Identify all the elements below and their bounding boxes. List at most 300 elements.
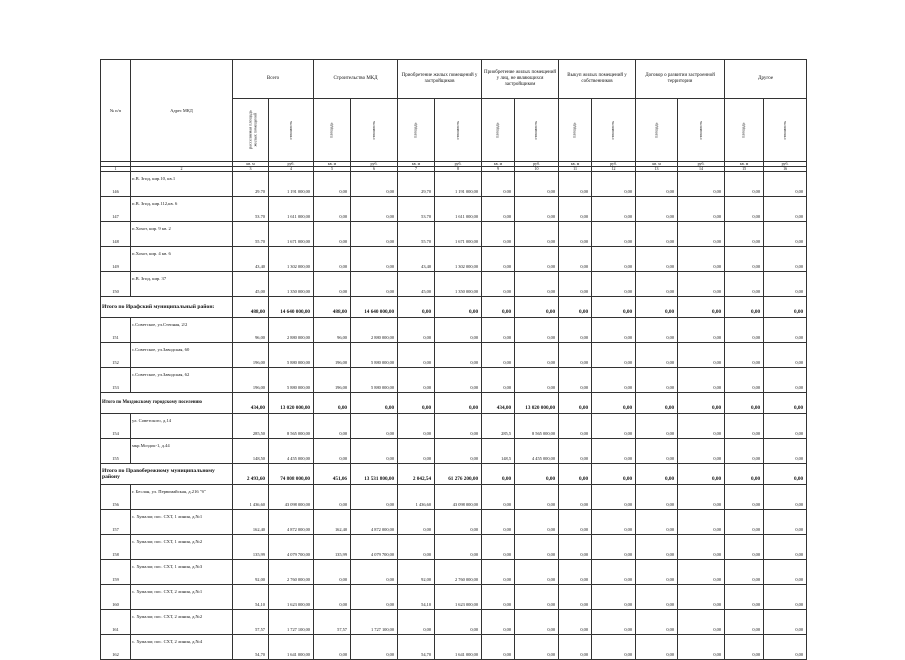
value-cell: 0,00 [725, 414, 764, 439]
value-cell: 29.70 [233, 172, 269, 197]
value-cell: 0,00 [764, 368, 807, 393]
value-cell: 196,00 [233, 368, 269, 393]
row-address: с. Хумалаг, пос. СХТ, 1 линия, д.№1 [131, 510, 233, 535]
header-group: Договор о развитии застроенной территории [636, 60, 725, 99]
table-body [101, 172, 807, 660]
value-cell: 4 872 000,00 [351, 510, 398, 535]
value-cell: 0,00 [398, 368, 435, 393]
value-cell: 0,00 [764, 172, 807, 197]
value-cell: 0,00 [678, 272, 725, 297]
value-cell: 0,00 [725, 585, 764, 610]
header-sub-text: стоимость [287, 121, 293, 140]
header-sub-label [636, 99, 678, 162]
value-cell: 0,00 [764, 464, 807, 485]
value-cell: 0,00 [678, 464, 725, 485]
value-cell: 0,00 [482, 318, 515, 343]
table-row [101, 197, 807, 222]
value-cell: 1 671 000,00 [269, 222, 314, 247]
row-number: 160 [101, 585, 131, 610]
value-cell: 1 350 000,00 [435, 272, 482, 297]
value-cell: 0,00 [636, 222, 678, 247]
value-cell: 0,00 [559, 343, 592, 368]
value-cell: 0,00 [725, 393, 764, 414]
value-cell: 13 531 800,00 [351, 464, 398, 485]
value-cell: 0,00 [592, 318, 636, 343]
value-cell: 0,00 [351, 439, 398, 464]
table-row [101, 535, 807, 560]
value-cell: 14 640 000,00 [351, 297, 398, 318]
value-cell: 0,00 [314, 439, 351, 464]
value-cell: 0,00 [559, 247, 592, 272]
unit-cell: руб. [435, 162, 482, 167]
value-cell: 0,00 [398, 318, 435, 343]
value-cell: 0,00 [764, 560, 807, 585]
value-cell: 0,00 [435, 610, 482, 635]
value-cell: 1 191 000,00 [435, 172, 482, 197]
value-cell: 0,00 [314, 272, 351, 297]
value-cell: 0,00 [435, 343, 482, 368]
value-cell: 0,00 [398, 439, 435, 464]
row-number: 149 [101, 247, 131, 272]
value-cell: 57,57 [314, 610, 351, 635]
value-cell: 0,00 [678, 535, 725, 560]
value-cell: 8 565 000,00 [515, 414, 559, 439]
column-number: 2 [131, 167, 233, 172]
value-cell: 0,00 [725, 172, 764, 197]
value-cell: 0,00 [678, 610, 725, 635]
unit-cell: кв. м [314, 162, 351, 167]
value-cell: 0,00 [398, 414, 435, 439]
value-cell: 0,00 [559, 297, 592, 318]
row-address: п.В. Згид, кир.10, кв.1 [131, 172, 233, 197]
value-cell: 0.00 [482, 172, 515, 197]
value-cell: 0,00 [515, 535, 559, 560]
value-cell: 0,00 [559, 414, 592, 439]
column-number: 11 [559, 167, 592, 172]
value-cell: 0,00 [678, 297, 725, 318]
value-cell: 0,00 [351, 393, 398, 414]
value-cell: 0,00 [559, 635, 592, 660]
table-row [101, 439, 807, 464]
row-address: п.В. Згид, кир. 37 [131, 272, 233, 297]
value-cell: 0,00 [636, 393, 678, 414]
value-cell: 0,00 [725, 439, 764, 464]
column-number: 7 [398, 167, 435, 172]
value-cell: 434,00 [482, 393, 515, 414]
value-cell: 13 020 000,00 [515, 393, 559, 414]
value-cell: 0,00 [314, 414, 351, 439]
value-cell: 1 727 100,00 [351, 610, 398, 635]
value-cell: 5 880 000,00 [351, 368, 398, 393]
row-address: п.Хохот, кир. 9 кв. 2 [131, 222, 233, 247]
value-cell: 2 042,54 [398, 464, 435, 485]
value-cell: 0,00 [678, 368, 725, 393]
value-cell: 8 565 000,00 [269, 414, 314, 439]
value-cell: 0,00 [398, 510, 435, 535]
table-row [101, 172, 807, 197]
value-cell: 0,00 [764, 197, 807, 222]
value-cell: 0,00 [678, 585, 725, 610]
value-cell: 0,00 [482, 197, 515, 222]
value-cell: 148,5 [482, 439, 515, 464]
row-address: ул. Советского, д.14 [131, 414, 233, 439]
value-cell: 0,00 [592, 464, 636, 485]
row-number: 159 [101, 560, 131, 585]
value-cell: 0,00 [398, 535, 435, 560]
value-cell: 0,00 [351, 560, 398, 585]
value-cell: 0,00 [636, 247, 678, 272]
value-cell: 0,00 [559, 197, 592, 222]
header-sub-label [678, 99, 725, 162]
value-cell: 43 098 000,00 [269, 485, 314, 510]
value-cell: 45,00 [398, 272, 435, 297]
value-cell: 0,00 [398, 343, 435, 368]
value-cell: 43,40 [233, 247, 269, 272]
value-cell: 0,00 [559, 485, 592, 510]
value-cell: 0,00 [482, 272, 515, 297]
unit-cell: кв. м [636, 162, 678, 167]
value-cell: 488,00 [233, 297, 269, 318]
value-cell: 0,00 [592, 172, 636, 197]
table-row [101, 343, 807, 368]
value-cell: 0,00 [351, 222, 398, 247]
header-address: Адрес МКД [131, 60, 233, 162]
value-cell: 0,00 [592, 272, 636, 297]
value-cell: 0,00 [435, 535, 482, 560]
value-cell: 0,00 [351, 585, 398, 610]
value-cell: 0,00 [559, 439, 592, 464]
value-cell: 0,00 [435, 393, 482, 414]
value-cell: 434,00 [233, 393, 269, 414]
value-cell: 0,00 [725, 635, 764, 660]
unit-cell: кв. м [233, 162, 269, 167]
value-cell: 0,00 [764, 318, 807, 343]
value-cell: 4 079 700,00 [269, 535, 314, 560]
header-sub-text: стоимость [610, 121, 616, 140]
value-cell: 0,00 [515, 464, 559, 485]
header-group: Выкуп жилых помещений у собственников [559, 60, 636, 99]
value-cell: 0,00 [559, 368, 592, 393]
value-cell: 0,00 [764, 610, 807, 635]
value-cell: 0,00 [515, 318, 559, 343]
value-cell: 0,00 [725, 197, 764, 222]
value-cell: 0,00 [314, 172, 351, 197]
subtotal-row [101, 297, 807, 318]
value-cell: 1 623 000,00 [269, 585, 314, 610]
value-cell: 0,00 [559, 172, 592, 197]
unit-cell: руб. [269, 162, 314, 167]
value-cell: 0,00 [314, 635, 351, 660]
value-cell: 0,00 [764, 414, 807, 439]
unit-cell: кв. м [482, 162, 515, 167]
value-cell: 0,00 [636, 510, 678, 535]
value-cell: 5 880 000,00 [269, 368, 314, 393]
value-cell: 0,00 [636, 368, 678, 393]
value-cell: 0,00 [515, 560, 559, 585]
header-sub-label [764, 99, 807, 162]
value-cell: 54,70 [398, 635, 435, 660]
value-cell: 0,00 [482, 535, 515, 560]
table-row [101, 318, 807, 343]
column-number: 3 [233, 167, 269, 172]
value-cell: 0,00 [678, 318, 725, 343]
value-cell: 0,00 [515, 247, 559, 272]
value-cell: 0,00 [678, 439, 725, 464]
header-sub-text: площадь [740, 122, 746, 139]
value-cell: 0,00 [764, 247, 807, 272]
value-cell: 0,00 [636, 272, 678, 297]
value-cell: 0,00 [482, 560, 515, 585]
value-cell: 0,00 [314, 393, 351, 414]
value-cell: 0,00 [435, 414, 482, 439]
value-cell: 0,00 [592, 635, 636, 660]
table-row [101, 585, 807, 610]
value-cell: 0,00 [559, 585, 592, 610]
value-cell: 4 079 700,00 [351, 535, 398, 560]
header-sub-text: стоимость [454, 121, 460, 140]
value-cell: 1 671 000,00 [435, 222, 482, 247]
row-address: мкр.Моздок-1, д.44 [131, 439, 233, 464]
value-cell: 14 640 000,00 [269, 297, 314, 318]
value-cell: 0,00 [592, 510, 636, 535]
value-cell: 1 641 000,00 [435, 635, 482, 660]
value-cell: 0,00 [559, 222, 592, 247]
row-number: 151 [101, 318, 131, 343]
value-cell: 1 611 000,00 [269, 197, 314, 222]
value-cell: 0,00 [482, 343, 515, 368]
header-group: Приобретение жилых помещений у лиц, не являющихся застройщиком [482, 60, 559, 99]
header-sub-label [233, 99, 269, 162]
header-group-row [101, 60, 807, 99]
subtotal-label: Итого по Правобережному муниципальному району [101, 464, 233, 485]
value-cell: 1 641 000,00 [269, 635, 314, 660]
value-cell: 4 455 000,00 [515, 439, 559, 464]
value-cell: 54,70 [233, 635, 269, 660]
value-cell: 2 760 000,00 [269, 560, 314, 585]
value-cell: 0,00 [559, 560, 592, 585]
value-cell: 0,00 [435, 368, 482, 393]
value-cell: 96,00 [314, 318, 351, 343]
value-cell: 135,99 [314, 535, 351, 560]
value-cell: 0,00 [725, 368, 764, 393]
row-address: п.В. Згид, кир.112,кв. 6 [131, 197, 233, 222]
value-cell: 54,10 [398, 585, 435, 610]
value-cell: 0,00 [636, 535, 678, 560]
unit-cell: руб. [678, 162, 725, 167]
value-cell: 0,00 [515, 610, 559, 635]
value-cell: 0,00 [351, 485, 398, 510]
table-row [101, 272, 807, 297]
table-row [101, 610, 807, 635]
resettlement-table [100, 59, 807, 660]
value-cell: 29,70 [398, 172, 435, 197]
row-number: 155 [101, 439, 131, 464]
value-cell: 0,00 [398, 610, 435, 635]
value-cell: 0,00 [351, 197, 398, 222]
column-number: 9 [482, 167, 515, 172]
column-number: 6 [351, 167, 398, 172]
row-number: 152 [101, 343, 131, 368]
value-cell: 196,00 [314, 343, 351, 368]
value-cell: 0,00 [351, 635, 398, 660]
value-cell: 0,00 [636, 172, 678, 197]
value-cell: 53.70 [398, 197, 435, 222]
column-number: 13 [636, 167, 678, 172]
value-cell: 96,00 [233, 318, 269, 343]
value-cell: 0,00 [725, 485, 764, 510]
value-cell: 0,00 [636, 439, 678, 464]
column-number: 14 [678, 167, 725, 172]
value-cell: 0,00 [592, 197, 636, 222]
value-cell: 0,00 [435, 510, 482, 535]
value-cell: 0,00 [482, 510, 515, 535]
value-cell: 1 302 000,00 [269, 247, 314, 272]
column-number: 4 [269, 167, 314, 172]
header-sub-text: стоимость [781, 121, 787, 140]
value-cell: 0,00 [482, 222, 515, 247]
subtotal-label: Итого по Ирафский муниципальный район: [101, 297, 233, 318]
value-cell: 0,00 [559, 393, 592, 414]
table-row [101, 247, 807, 272]
value-cell: 0,00 [482, 464, 515, 485]
value-cell: 135,99 [233, 535, 269, 560]
value-cell: 2 760 000,00 [435, 560, 482, 585]
subtotal-label: Итого по Моздокскому городскому поселению [101, 393, 233, 414]
value-cell: 0,00 [636, 297, 678, 318]
value-cell: 0,00 [725, 610, 764, 635]
unit-cell: кв. м [725, 162, 764, 167]
value-cell: 148,50 [233, 439, 269, 464]
value-cell: 0,00 [764, 439, 807, 464]
row-number: 156 [101, 485, 131, 510]
value-cell: 1 350 000,00 [269, 272, 314, 297]
value-cell: 451,06 [314, 464, 351, 485]
value-cell: 1 727 100,00 [269, 610, 314, 635]
table-row [101, 560, 807, 585]
value-cell: 0,00 [725, 464, 764, 485]
table-row [101, 510, 807, 535]
column-number: 8 [435, 167, 482, 172]
value-cell: 0,00 [592, 585, 636, 610]
value-cell: 0,00 [764, 393, 807, 414]
row-number: 154 [101, 414, 131, 439]
value-cell: 0,00 [636, 585, 678, 610]
unit-cell: руб. [351, 162, 398, 167]
row-address: с.Советское, ул.Степная, 2/2 [131, 318, 233, 343]
value-cell: 0,00 [515, 272, 559, 297]
row-number: 148 [101, 222, 131, 247]
value-cell: 0,00 [678, 197, 725, 222]
header-sub-text: стоимость [697, 121, 703, 140]
value-cell: 0,00 [592, 393, 636, 414]
value-cell: 13 020 000,00 [269, 393, 314, 414]
value-cell: 0,00 [592, 247, 636, 272]
value-cell: 0,00 [482, 585, 515, 610]
value-cell: 92,00 [398, 560, 435, 585]
value-cell: 196,00 [233, 343, 269, 368]
value-cell: 0,00 [559, 464, 592, 485]
column-number: 10 [515, 167, 559, 172]
table-row [101, 222, 807, 247]
value-cell: 0,00 [482, 635, 515, 660]
unit-cell: кв. м [559, 162, 592, 167]
value-cell: 0,00 [482, 610, 515, 635]
header-sub-text: стоимость [533, 121, 539, 140]
row-address: г. Беслан, ул. Первомайская, д.216 "б" [131, 485, 233, 510]
header-group: Всего [233, 60, 314, 99]
value-cell: 0,00 [435, 318, 482, 343]
value-cell: 5 880 000,00 [351, 343, 398, 368]
value-cell: 0,00 [314, 222, 351, 247]
row-address: с. Хумалаг, пос. СХТ, 2 линия, д.№1 [131, 585, 233, 610]
value-cell: 285,5 [482, 414, 515, 439]
row-number: 150 [101, 272, 131, 297]
value-cell: 0,00 [559, 272, 592, 297]
header-group: Приобретение жилых помещений у застройщиков [398, 60, 482, 99]
value-cell: 92,00 [233, 560, 269, 585]
value-cell: 0,00 [678, 510, 725, 535]
value-cell: 0,00 [678, 485, 725, 510]
value-cell: 0,00 [636, 560, 678, 585]
header-sub-label [351, 99, 398, 162]
value-cell: 0,00 [351, 414, 398, 439]
row-number: 158 [101, 535, 131, 560]
header-sub-label [398, 99, 435, 162]
value-cell: 0,00 [764, 272, 807, 297]
value-cell: 0,00 [515, 343, 559, 368]
value-cell: 55.70 [233, 222, 269, 247]
value-cell: 0,00 [592, 485, 636, 510]
column-number: 16 [764, 167, 807, 172]
value-cell: 0,00 [351, 247, 398, 272]
value-cell: 0,00 [592, 535, 636, 560]
value-cell: 0,00 [678, 560, 725, 585]
header-sub-label [559, 99, 592, 162]
value-cell: 61 276 200,00 [435, 464, 482, 485]
header-sub-text: площадь [653, 122, 659, 139]
value-cell: 0,00 [559, 510, 592, 535]
value-cell: 0,00 [636, 197, 678, 222]
value-cell: 0,00 [592, 560, 636, 585]
value-cell: 0,00 [678, 343, 725, 368]
value-cell: 0,00 [482, 485, 515, 510]
value-cell: 0,00 [764, 485, 807, 510]
value-cell: 0,00 [725, 343, 764, 368]
value-cell: 0,00 [515, 485, 559, 510]
table-row [101, 368, 807, 393]
header-group: Другое [725, 60, 807, 99]
value-cell: 0,00 [725, 560, 764, 585]
row-number: 162 [101, 635, 131, 660]
header-group: Строительство МКД [314, 60, 398, 99]
unit-cell: руб. [592, 162, 636, 167]
header-sub-label [725, 99, 764, 162]
value-cell: 43,40 [398, 247, 435, 272]
table-row [101, 635, 807, 660]
value-cell: 2 880 000,00 [269, 318, 314, 343]
value-cell: 0,00 [314, 585, 351, 610]
value-cell: 0,00 [592, 368, 636, 393]
value-cell: 0,00 [636, 635, 678, 660]
value-cell: 0,00 [592, 414, 636, 439]
value-cell: 4 455 000,00 [269, 439, 314, 464]
header-sub-text: расселяемая площадь жилых помещений [247, 110, 257, 150]
value-cell: 0,00 [636, 485, 678, 510]
row-address: с. Хумалаг, пос. СХТ, 1 линия, д.№3 [131, 560, 233, 585]
value-cell: 0,00 [764, 635, 807, 660]
row-number: 146 [101, 172, 131, 197]
value-cell: 0,00 [482, 297, 515, 318]
